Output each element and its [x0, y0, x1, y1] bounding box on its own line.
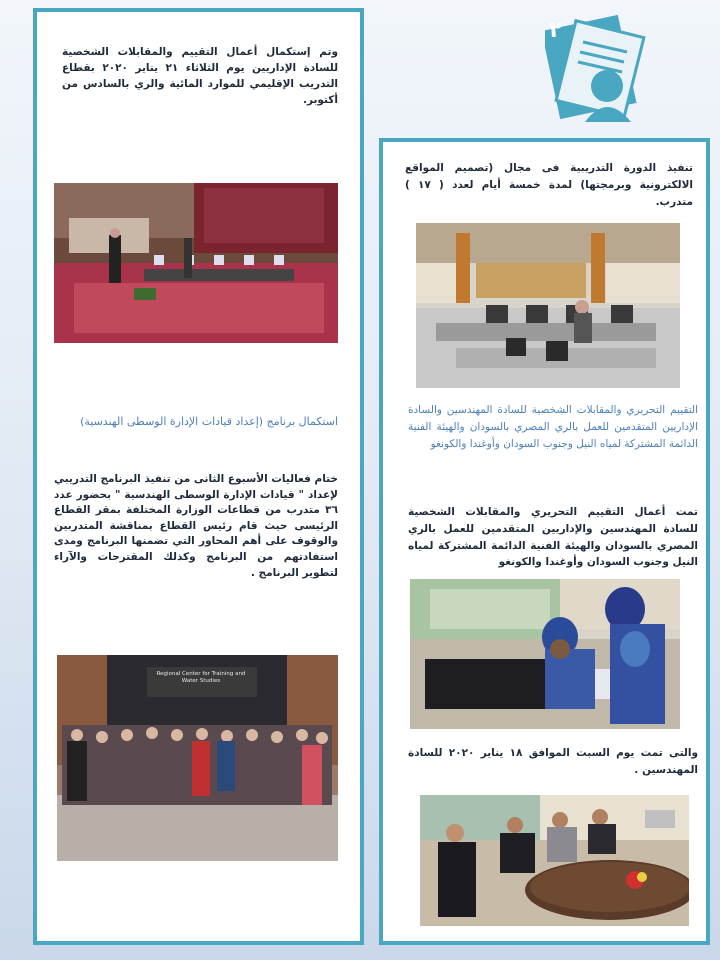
date-text: والتى تمت يوم السبت الموافق ١٨ يناير ٢٠٢٠ للسادة المهندسين .	[408, 747, 698, 776]
left-intro-text: وتم إستكمال أعمال التقييم والمقابلات الشخصية للسادة الإداريين يوم الثلاثاء ٢١ يناير ٢٠٢٠ بقطاع التدريب الإقليمي للموارد المائية والري بالسادس من أكتوبر.	[62, 46, 339, 106]
meeting-photo	[420, 795, 689, 926]
evaluation-body: تمت أعمال التقييم التحريري والمقابلات الشخصية للسادة المهندسين والإداريين المتقدمين للعمل بالري المصري بالسودان والهيئة الفنية الدائمة المشتركة لمياه النيل وجنوب السودان وأوغندا والكونغو	[408, 506, 698, 569]
page-number: ٢	[549, 18, 563, 43]
left-section-heading: استكمال برنامج (إعداد قيادات الإدارة الوسطى الهندسية)	[80, 415, 338, 428]
computer-lab-photo-2	[416, 223, 680, 388]
group-photo	[57, 655, 338, 861]
building-sign-text: Regional Center for Training and Water Studies	[156, 671, 246, 684]
course-text: تنفيذ الدورة التدريبية فى مجال (تصميم المواقع الالكترونية وبرمجتها) لمدة خمسة أيام لعدد ( ١٧ ) متدرب.	[405, 162, 693, 208]
interview-photo	[410, 579, 680, 729]
computer-lab-photo-1	[54, 183, 338, 343]
page-number-newspaper-icon	[545, 14, 655, 122]
evaluation-heading: التقييم التحريري والمقابلات الشخصية للسادة المهندسين والسادة الإداريين المتقدمين للعمل بالري المصري بالسودان والهيئة الفنية الدائمة المشتركة لمياه النيل وجنوب السودان وأوغندا والكونغو	[408, 404, 698, 451]
left-section-body: ختام فعاليات الأسبوع الثانى من تنفيذ البرنامج التدريبي لإعداد " قيادات الإدارة الوسطى الهندسية " بحضور عدد ٣٦ متدرب من قطاعات الوزارة المختلفة بمقر القطاع الرئيسى حيث قام رئيس القطاع بمناقشة المتدربين والوقوف على أهم المحاور التي تضمنها البرنامج ومدى استفادتهم من البرنامج وكذلك المقترحات والآراء لتطوير البرنامج .	[54, 473, 338, 579]
